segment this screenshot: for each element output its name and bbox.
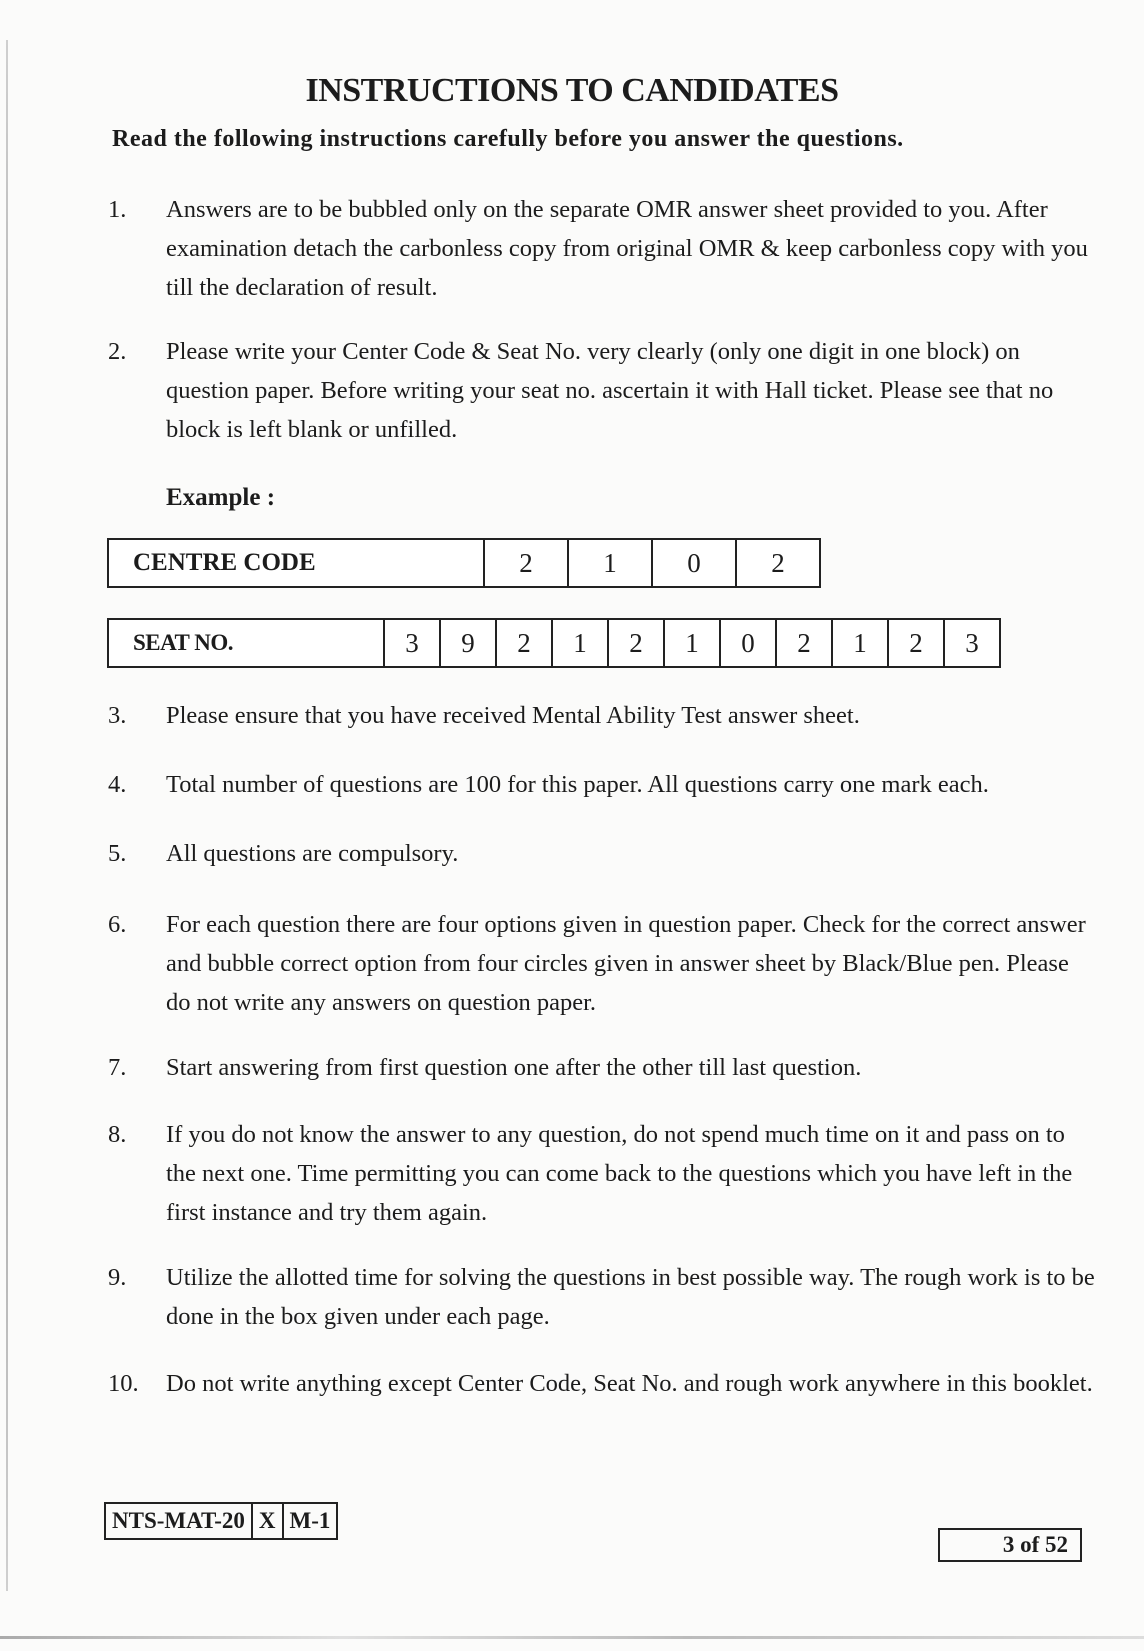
instruction-item bbox=[108, 1115, 1098, 1232]
seat-number-digit: 3 bbox=[383, 620, 439, 666]
centre-code-label: CENTRE CODE bbox=[133, 549, 316, 576]
seat-number-digit: 2 bbox=[775, 620, 831, 666]
instruction-number: 5. bbox=[108, 840, 127, 867]
page-edge-shadow bbox=[6, 40, 8, 1591]
centre-code-box bbox=[107, 538, 821, 588]
seat-number-digit: 1 bbox=[831, 620, 887, 666]
paper-code: NTS-MAT-20 bbox=[112, 1508, 245, 1533]
instruction-text: If you do not know the answer to any question, do not spend much time on it and pass on to the next one. Time permitting you can come back to the questions which you have left in the first instance and try them again. bbox=[166, 1121, 1073, 1226]
seat-number-label: SEAT NO. bbox=[133, 630, 233, 655]
instruction-text: Answers are to be bubbled only on the separate OMR answer sheet provided to you. After examination detach the carbonless copy from original OMR & keep carbonless copy with you till the declaration of result. bbox=[166, 196, 1088, 301]
instruction-text: Utilize the allotted time for solving the questions in best possible way. The rough work is to be done in the box given under each page. bbox=[166, 1264, 1095, 1330]
instruction-item bbox=[108, 332, 1098, 449]
instruction-number: 7. bbox=[108, 1054, 127, 1081]
instruction-item bbox=[108, 190, 1098, 307]
instruction-text: Do not write anything except Center Code, Seat No. and rough work anywhere in this booklet. bbox=[166, 1370, 1093, 1397]
instruction-number: 2. bbox=[108, 338, 127, 365]
instruction-item bbox=[108, 905, 1098, 1022]
instruction-text: Please ensure that you have received Mental Ability Test answer sheet. bbox=[166, 702, 860, 729]
instruction-number: 6. bbox=[108, 911, 127, 938]
centre-code-digit: 0 bbox=[651, 540, 735, 586]
seat-number-digit: 2 bbox=[495, 620, 551, 666]
example-label: Example : bbox=[166, 484, 276, 511]
seat-number-digit: 1 bbox=[663, 620, 719, 666]
instruction-item bbox=[108, 834, 1098, 873]
instruction-text: Total number of questions are 100 for this paper. All questions carry one mark each. bbox=[166, 771, 989, 798]
instruction-list-bottom bbox=[108, 696, 1098, 1403]
seat-number-digit: 9 bbox=[439, 620, 495, 666]
seat-number-box bbox=[107, 618, 1001, 668]
page-bottom-edge bbox=[0, 1636, 1144, 1639]
instruction-item bbox=[108, 765, 1098, 804]
instruction-number: 4. bbox=[108, 771, 127, 798]
instruction-text: All questions are compulsory. bbox=[166, 840, 459, 867]
instruction-text: Please write your Center Code & Seat No. very clearly (only one digit in one block) on question paper. Before writing your seat no. ascertain it with Hall ticket. Please see that no block is left blank or unfilled. bbox=[166, 338, 1054, 443]
instruction-item bbox=[108, 1258, 1098, 1336]
instruction-item bbox=[108, 696, 1098, 735]
seat-number-digit: 1 bbox=[551, 620, 607, 666]
seat-number-digit: 2 bbox=[887, 620, 943, 666]
instruction-item bbox=[108, 1048, 1098, 1087]
page-subtitle: Read the following instructions carefully before you answer the questions. bbox=[112, 126, 904, 152]
instruction-text: For each question there are four options given in question paper. Check for the correct answer and bubble correct option from four circles given in answer sheet by Black/Blue pen. Please do not write any answers on question paper. bbox=[166, 911, 1086, 1016]
paper-version: M-1 bbox=[282, 1504, 337, 1538]
centre-code-digit: 2 bbox=[483, 540, 567, 586]
centre-code-digit: 1 bbox=[567, 540, 651, 586]
page-title: INSTRUCTIONS TO CANDIDATES bbox=[305, 72, 839, 109]
instruction-number: 10. bbox=[108, 1370, 139, 1397]
instruction-text: Start answering from first question one after the other till last question. bbox=[166, 1054, 862, 1081]
paper-set: X bbox=[251, 1504, 282, 1538]
seat-number-digit: 3 bbox=[943, 620, 999, 666]
instruction-list-top bbox=[108, 190, 1098, 449]
instruction-item bbox=[108, 1364, 1098, 1403]
paper-code-box bbox=[104, 1502, 338, 1540]
instruction-number: 1. bbox=[108, 196, 127, 223]
instruction-number: 8. bbox=[108, 1121, 127, 1148]
centre-code-digit: 2 bbox=[735, 540, 819, 586]
page-number: 3 of 52 bbox=[938, 1528, 1082, 1562]
instruction-number: 3. bbox=[108, 702, 127, 729]
instruction-number: 9. bbox=[108, 1264, 127, 1291]
seat-number-digit: 2 bbox=[607, 620, 663, 666]
seat-number-digit: 0 bbox=[719, 620, 775, 666]
